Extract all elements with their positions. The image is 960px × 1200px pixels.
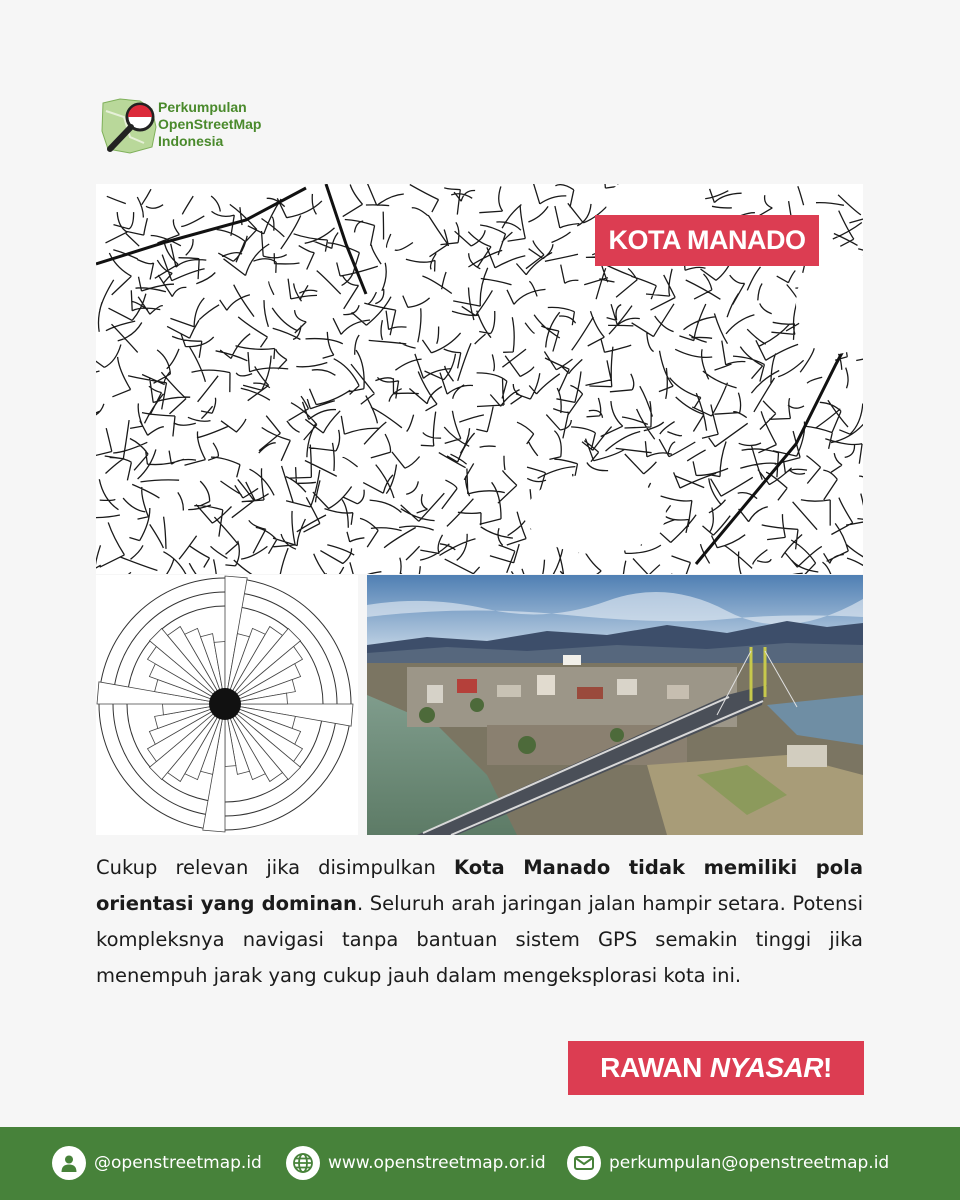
street-orientation-polar-chart-icon	[96, 575, 358, 835]
logo-line-3: Indonesia	[158, 133, 224, 149]
aerial-city-bridge-photo-icon	[367, 575, 863, 835]
user-icon	[52, 1146, 86, 1180]
banner-word-2: NYASAR	[709, 1052, 824, 1083]
osm-indonesia-logo	[100, 97, 290, 157]
footer-social[interactable]	[52, 1145, 262, 1181]
description-paragraph	[96, 850, 863, 994]
banner-punct: !	[823, 1052, 832, 1083]
rawan-nyasar-banner	[568, 1041, 864, 1095]
description-intro: Cukup relevan jika disimpulkan	[96, 856, 454, 879]
city-label: KOTA MANADO	[595, 215, 819, 266]
globe-icon	[286, 1146, 320, 1180]
orientation-rose-panel	[96, 575, 358, 835]
footer-website[interactable]	[286, 1145, 546, 1181]
mail-icon	[567, 1146, 601, 1180]
aerial-photo	[367, 575, 863, 835]
description-highlight: Kota Manado tidak memiliki pola orientasi yang dominan	[96, 856, 863, 915]
logo-line-2: OpenStreetMap	[158, 116, 262, 132]
footer	[0, 1127, 960, 1200]
footer-social-text: @openstreetmap.id	[94, 1153, 262, 1173]
description-rest: . Seluruh arah jaringan jalan hampir setara. Potensi kompleksnya navigasi tanpa bantuan sistem GPS semakin tinggi jika menempuh jarak yang cukup jauh dalam mengeksplorasi kota ini.	[96, 892, 863, 987]
logo-line-1: Perkumpulan	[158, 99, 247, 115]
osm-indonesia-magnifier-logo-icon	[100, 97, 160, 157]
footer-email-text: perkumpulan@openstreetmap.id	[609, 1153, 890, 1173]
footer-website-text: www.openstreetmap.or.id	[328, 1153, 546, 1173]
footer-email[interactable]	[567, 1145, 889, 1181]
logo-text	[158, 99, 261, 150]
banner-word-1: RAWAN	[600, 1052, 702, 1083]
